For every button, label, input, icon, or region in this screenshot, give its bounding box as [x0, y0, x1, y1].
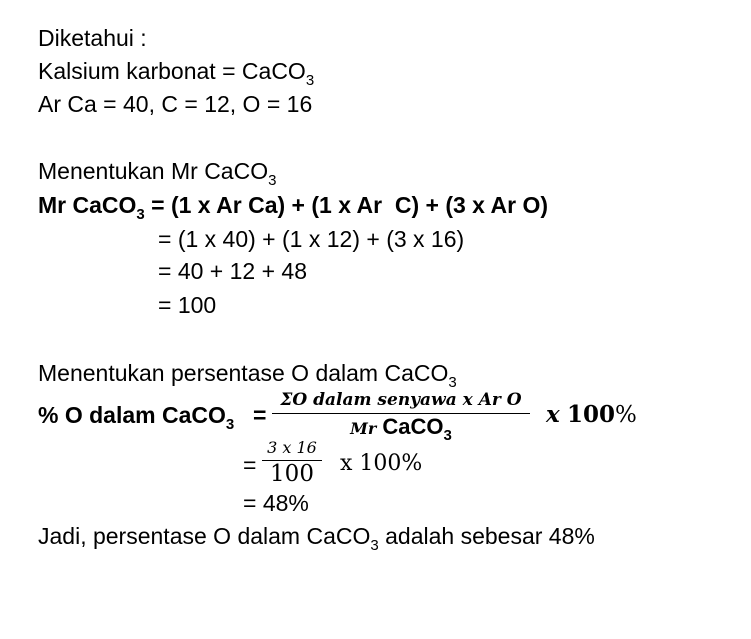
percent-formula-fraction [272, 389, 530, 442]
given-atomic-masses: Ar Ca = 40, C = 12, O = 16 [38, 91, 313, 117]
substitution-multiplier: x 100% [340, 451, 423, 476]
mr-step-1: = (1 x 40) + (1 x 12) + (3 x 16) [158, 226, 465, 252]
mr-heading: Menentukan Mr CaCO$_3$ [38, 158, 277, 189]
percent-multiplier: x 100% [546, 401, 637, 428]
percent-formula-label: % O dalam CaCO$_3$ [38, 402, 235, 433]
percent-heading: Menentukan persentase O dalam CaCO$_3$ [38, 360, 457, 391]
conclusion-line: Jadi, persentase O dalam CaCO$_3$ adalah sebesar 48% [38, 523, 595, 554]
percent-result: = 48% [243, 490, 309, 516]
substitution-numerator: 3 x 16 [267, 438, 317, 457]
mr-formula: Mr CaCO$_3$ = (1 x Ar Ca) + (1 x Ar C) + (3 x Ar O) [38, 192, 549, 223]
substitution-fraction [262, 438, 322, 487]
mr-step-2: = 40 + 12 + 48 [158, 258, 307, 284]
fraction-denominator: Mr CaCO$_3$ [350, 414, 452, 444]
given-heading: Diketahui : [38, 25, 147, 51]
substitution-equals-sign: = [243, 452, 257, 478]
fraction-numerator: ΣO dalam senyawa x Ar O [280, 390, 522, 410]
substitution-denominator: 100 [270, 461, 314, 487]
percent-equals-sign: = [253, 402, 267, 428]
mr-step-3: = 100 [158, 292, 217, 318]
given-compound-line: Kalsium karbonat = CaCO$_3$ [38, 58, 315, 89]
